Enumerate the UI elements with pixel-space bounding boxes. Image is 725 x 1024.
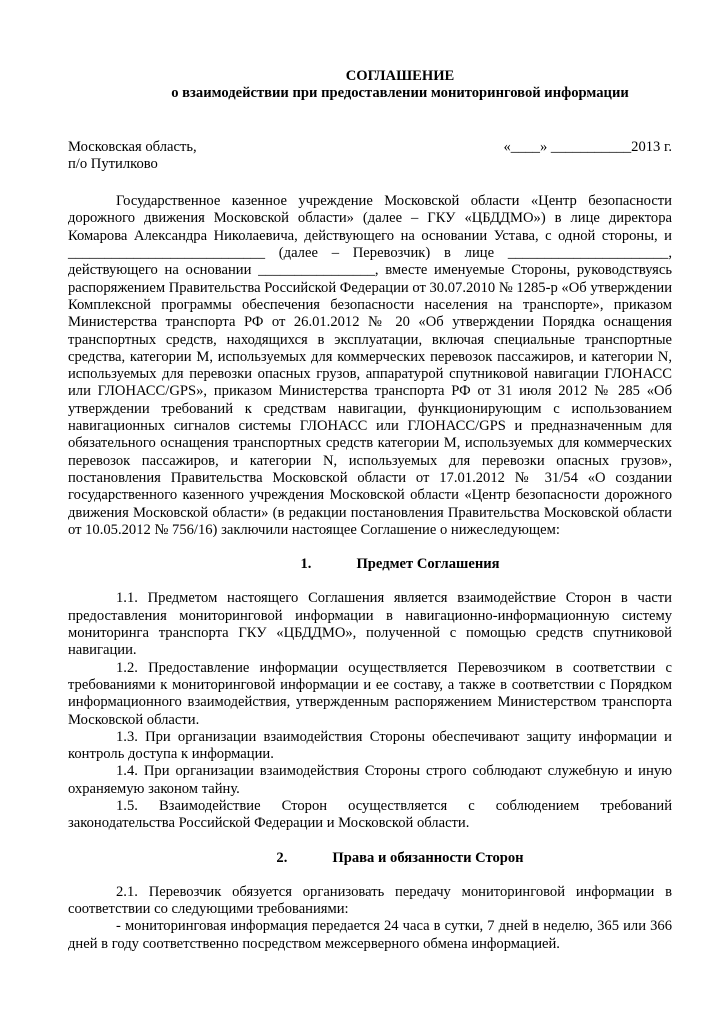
document-subtitle: о взаимодействии при предоставлении мониторинговой информации bbox=[171, 85, 629, 102]
intro-paragraph: Государственное казенное учреждение Московской области «Центр безопасности дорожного движения Московской области» (далее – ГКУ «ЦБДДМО») в лице директора Комарова Александра Николаевича, действующего на основании Устава, с одной стороны, и ___________________________ (далее – Перевозчик) в лице ______________________, действующего на основании ________________, вместе именуемые Стороны, руководствуясь распоряжением Правительства Российской Федерации от 30.07.2010 № 1285-р «Об утверждении Комплексной программы обеспечения безопасности населения на транспорте», приказом Министерства транспорта РФ от 26.01.2012 № 20 «Об утверждении Порядка оснащения транспортных средств, находящихся в эксплуатации, включая специальные транспортные средства, категории М, используемых для коммерческих перевозок пассажиров, и категории N, используемых для перевозки опасных грузов, аппаратурой спутниковой навигации ГЛОНАСС или ГЛОНАСС/GPS», приказом Министерства транспорта РФ от 31 июля 2012 № 285 «Об утверждении требований к средствам навигации, функционирующим с использованием навигационных сигналов системы ГЛОНАСС или ГЛОНАСС/GPS и предназначенным для обязательного оснащения транспортных средств категории М, используемых для коммерческих перевозок пассажиров, и категории N, используемых для перевозки опасных грузов», постановления Правительства Московской области от 17.01.2012 № 31/54 «О создании государственного казенного учреждения Московской области «Центр безопасности дорожного движения Московской области» (в редакции постановления Правительства Московской области от 10.05.2012 № 756/16) заключили настоящее Соглашение о нижеследующем: bbox=[68, 193, 672, 538]
section-heading-2 bbox=[128, 850, 672, 867]
agreement-date: «____» ___________2013 г. bbox=[503, 138, 672, 155]
document-title: СОГЛАШЕНИЕ bbox=[345, 68, 455, 84]
clause-1-4: 1.4. При организации взаимодействия Стороны строго соблюдают служебную и иную охраняемую законом тайну. bbox=[68, 763, 672, 797]
clause-1-2: 1.2. Предоставление информации осуществляется Перевозчиком в соответствии с требованиями к мониторинговой информации и ее составу, а также в соответствии с Порядком информационного взаимодействия, утвержденным распоряжением Министерством транспорта Московской области. bbox=[68, 659, 672, 728]
section-number: 1. bbox=[300, 556, 312, 573]
place-block bbox=[68, 139, 197, 174]
place-date-row bbox=[68, 139, 672, 174]
document-page bbox=[68, 68, 672, 953]
section-title: Предмет Соглашения bbox=[356, 556, 500, 573]
clause-2-1: 2.1. Перевозчик обязуется организовать передачу мониторинговой информации в соответствии со следующими требованиями: bbox=[68, 883, 672, 918]
clause-1-1: 1.1. Предметом настоящего Соглашения является взаимодействие Сторон в части предоставления мониторинговой информации в навигационно-информационную систему мониторинга транспорта ГКУ «ЦБДДМО», полученной с помощью средств спутниковой навигации. bbox=[68, 590, 672, 659]
section-heading-1 bbox=[128, 556, 672, 573]
place-locality: п/о Путилково bbox=[68, 155, 158, 172]
clause-2-1-item: - мониторинговая информация передается 24 часа в сутки, 7 дней в неделю, 365 или 366 дней в году соответственно посредством межсерверного обмена информацией. bbox=[68, 918, 672, 952]
place-region: Московская область, bbox=[68, 138, 197, 155]
clause-1-3: 1.3. При организации взаимодействия Стороны обеспечивают защиту информации и контроль доступа к информации. bbox=[68, 728, 672, 763]
clause-1-5: 1.5. Взаимодействие Сторон осуществляется с соблюдением требований законодательства Российской Федерации и Московской области. bbox=[68, 797, 672, 832]
section-number: 2. bbox=[276, 849, 288, 866]
section-title: Права и обязанности Сторон bbox=[332, 849, 524, 866]
